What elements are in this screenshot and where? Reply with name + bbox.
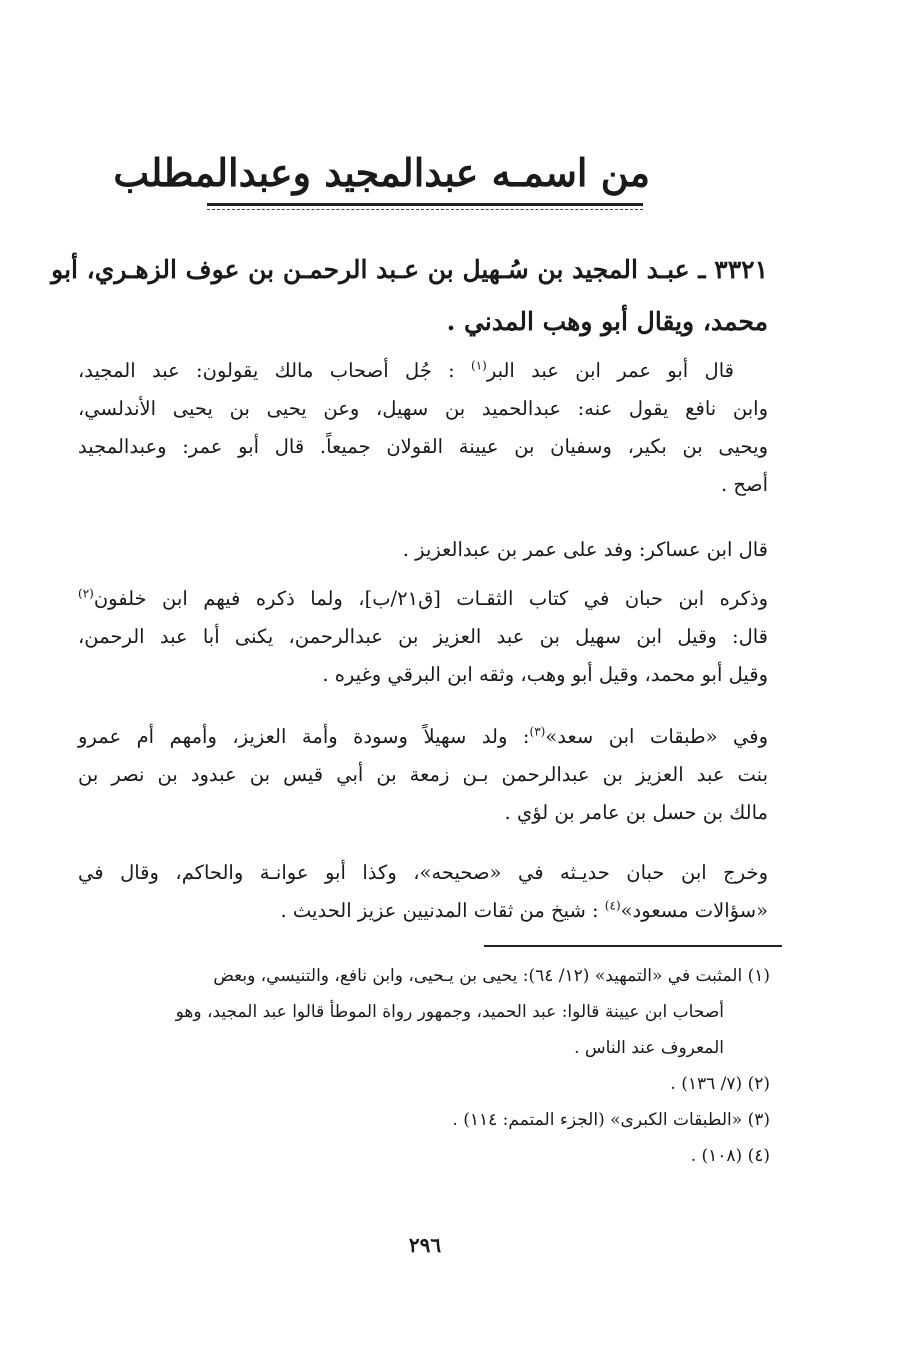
paragraph-5 [78, 854, 768, 930]
paragraph-2 [78, 531, 768, 569]
footnote-1-line-3: المعروف عند الناس . [574, 1038, 724, 1058]
footnote-2: (٢) (٧/ ١٣٦) . [670, 1074, 770, 1094]
entry-heading-line-2: محمد، ويقال أبو وهب المدني . [446, 307, 768, 336]
footnote-ref-1: (١) [471, 358, 487, 373]
page-number: ٢٩٦ [408, 1233, 442, 1257]
text-run: : شيخ من ثقات المدنيين عزيز الحديث . [280, 899, 605, 922]
paragraph-line [78, 352, 768, 390]
paragraph-line: وابن نافع يقول عنه: عبدالحميد بن سهيل، وعن يحيى بن يحيى الأندلسي، [78, 397, 768, 420]
paragraph-line: مالك بن حسل بن عامر بن لؤي . [504, 801, 768, 824]
footnote-ref-3: (٣) [529, 724, 546, 739]
text-run: : ولد سهيلاً وسودة وأمة العزيز، وأمهم أم عمرو [78, 725, 530, 748]
text-run: وفي «طبقات ابن سعد» [545, 725, 769, 748]
title-underline-dashed [207, 209, 643, 210]
footnote-1-line-2: أصحاب ابن عيينة قالوا: عبد الحميد، وجمهور رواة الموطأ قالوا عبد المجيد، وهو [175, 1002, 724, 1022]
paragraph-line: وقيل أبو محمد، وقيل أبو وهب، وثقه ابن البرقي وغيره . [322, 663, 768, 686]
paragraph-line: أصح . [721, 473, 768, 496]
paragraph-line: بنت عبد العزيز بن عبدالرحمن بـن زمعة بن أبي قيس بن عبدود بن نصر بن [78, 763, 768, 786]
paragraph-line: قال ابن عساكر: وفد على عمر بن عبدالعزيز . [402, 538, 768, 561]
footnote-4: (٤) (١٠٨) . [690, 1146, 770, 1166]
paragraph-3 [78, 580, 768, 694]
text-run: وذكره ابن حبان في كتاب الثقـات [ق٢١/ب]، ولما ذكره فيهم ابن خلفون [93, 587, 769, 610]
text-run: : جُل أصحاب مالك يقولون: عبد المجيد، [78, 359, 472, 382]
text-run: «سؤالات مسعود» [620, 899, 768, 922]
paragraph-line [78, 892, 768, 930]
entry-heading [51, 244, 768, 348]
paragraph-4 [78, 718, 768, 832]
footnote-1-line-1: (١) المثبت في «التمهيد» (١٢/ ٦٤): يحيى بن يـحيى، وابن نافع، والتنيسي، وبعض [213, 966, 770, 986]
title-underline [207, 203, 643, 206]
chapter-title: من اسمـه عبدالمجيد وعبدالمطلب [113, 150, 650, 195]
paragraph-line [78, 718, 768, 756]
footnotes [80, 958, 770, 1174]
entry-heading-line-1: ٣٣٢١ ـ عبـد المجيد بن سُـهيل بن عـبد الرحمـن بن عوف الزهـري، أبو [51, 255, 768, 284]
footnote-3: (٣) «الطبقات الكبرى» (الجزء المتمم: ١١٤) . [452, 1110, 770, 1130]
footnote-separator [484, 945, 782, 947]
footnote-ref-4: (٤) [604, 898, 621, 913]
paragraph-line: وخرج ابن حبان حديـثه في «صحيحه»، وكذا أبو عوانـة والحاكم، وقال في [78, 861, 768, 884]
paragraph-line [78, 580, 768, 618]
footnote-ref-2: (٢) [78, 586, 94, 601]
paragraph-line: قال: وقيل ابن سهيل بن عبد العزيز بن عبدالرحمن، يكنى أبا عبد الرحمن، [78, 625, 768, 648]
text-run: قال أبو عمر ابن عبد البر [486, 359, 734, 382]
paragraph-1 [78, 352, 768, 504]
paragraph-line: ويحيى بن بكير، وسفيان بن عيينة القولان جميعاً. قال أبو عمر: وعبدالمجيد [78, 435, 768, 458]
